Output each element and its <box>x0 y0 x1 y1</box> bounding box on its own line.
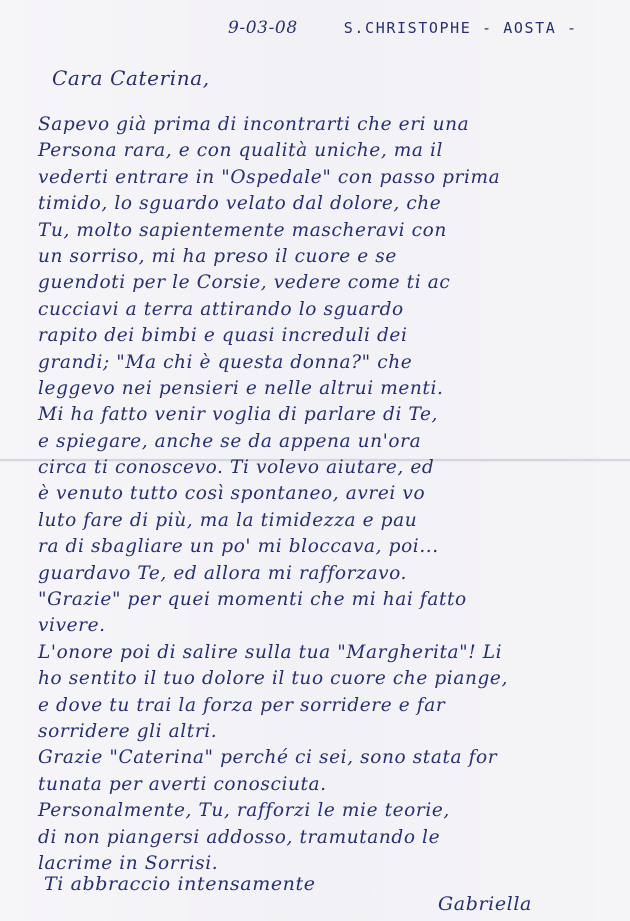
letter-line: timido, lo sguardo velato dal dolore, che <box>38 193 442 215</box>
letter-line: Grazie "Caterina" perché ci sei, sono stata for <box>38 747 498 769</box>
letter-line: rapito dei bimbi e quasi increduli dei <box>38 325 408 347</box>
letter-closing: Ti abbraccio intensamente <box>44 873 316 895</box>
letter-line: circa ti conoscevo. Ti volevo aiutare, ed <box>38 457 435 479</box>
letter-line: e spiegare, anche se da appena un'ora <box>38 430 422 452</box>
letter-line: Tu, molto sapientemente mascheravi con <box>38 219 447 241</box>
letter-line: Sapevo già prima di incontrarti che eri una <box>38 114 470 135</box>
letter-line: vederti entrare in "Ospedale" con passo prima <box>38 166 501 188</box>
letter-date: 9-03-08 <box>228 18 298 38</box>
letter-line: un sorriso, mi ha preso il cuore e se <box>38 245 397 267</box>
letter-line: tunata per averti conosciuta. <box>38 773 327 795</box>
letter-line: guardavo Te, ed allora mi rafforzavo. <box>38 562 408 584</box>
letter-line: ra di sbagliare un po' mi bloccava, poi... <box>38 536 439 558</box>
letter-line: e dove tu trai la forza per sorridere e far <box>38 694 446 716</box>
letter-line: di non piangersi addosso, tramutando le <box>38 826 441 848</box>
letter-line: grandi; "Ma chi è questa donna?" che <box>38 351 413 373</box>
letter-header <box>228 18 578 38</box>
letter-line: ho sentito il tuo dolore il tuo cuore che piange, <box>38 668 508 690</box>
letter-salutation: Cara Caterina, <box>52 66 210 90</box>
letter-line: è venuto tutto così spontaneo, avrei vo <box>38 483 426 505</box>
letter-line: Persona rara, e con qualità uniche, ma il <box>38 140 444 162</box>
letter-line: cucciavi a terra attirando lo sguardo <box>38 298 404 320</box>
letter-line: Mi ha fatto venir voglia di parlare di Te, <box>38 404 439 426</box>
letter-signature: Gabriella <box>438 893 532 915</box>
letter-line: lacrime in Sorrisi. <box>38 852 219 874</box>
letter-line: guendoti per le Corsie, vedere come ti ac <box>38 272 451 294</box>
letter-line: leggevo nei pensieri e nelle altrui menti. <box>38 377 444 399</box>
letter-body <box>38 112 618 877</box>
letter-place: S.CHRISTOPHE - AOSTA - <box>343 19 578 37</box>
letter-line: vivere. <box>38 615 106 637</box>
letter-line: "Grazie" per quei momenti che mi hai fatto <box>38 589 467 611</box>
letter-line: Personalmente, Tu, rafforzi le mie teorie, <box>38 800 450 822</box>
letter-line: L'onore poi di salire sulla tua "Margherita"! Li <box>38 641 503 663</box>
letter-line: luto fare di più, ma la timidezza e pau <box>38 509 418 531</box>
letter-line: sorridere gli altri. <box>38 720 218 742</box>
